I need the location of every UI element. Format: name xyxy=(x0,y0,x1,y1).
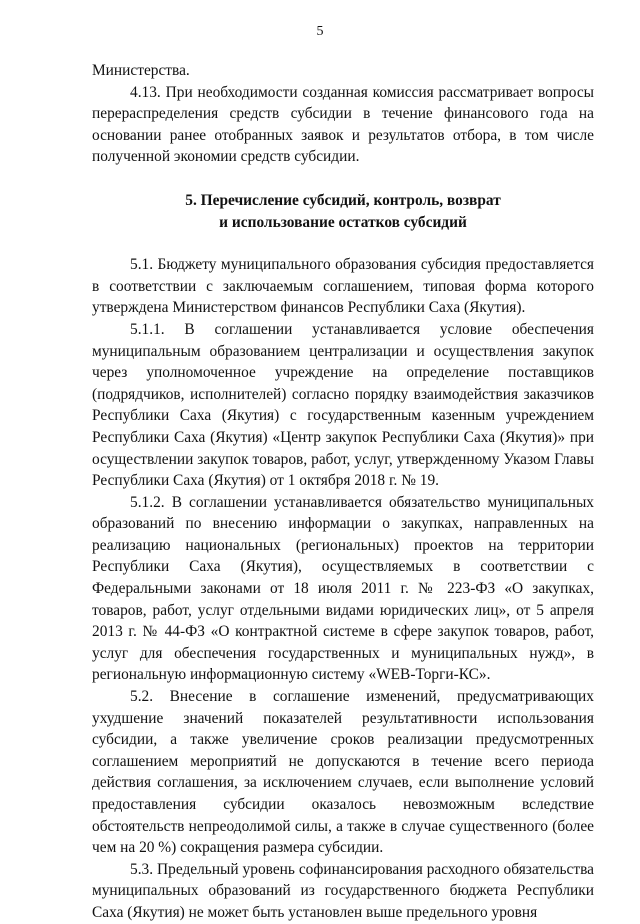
paragraph-5-1-1: 5.1.1. В соглашении устанавливается условие обеспечения муниципальным образованием централизации и осуществления закупок через уполномоченное учреждение на определение поставщиков (подрядчиков, исполнителей) согласно порядку взаимодействия заказчиков Республики Саха (Якутия) с государственным казенным учреждением Республики Саха (Якутия) «Центр закупок Республики Саха (Якутия)» при осуществлении закупок товаров, работ, услуг, утвержденному Указом Главы Республики Саха (Якутия) от 1 октября 2018 г. № 19. xyxy=(92,320,594,490)
paragraph-4-13: 4.13. При необходимости созданная комиссия рассматривает вопросы перераспределения средств субсидии в течение финансового года на основании ранее отобранных заявок и результатов отбора, в том числе полученной экономии средств субсидии. xyxy=(92,83,594,166)
paragraph-5-3: 5.3. Предельный уровень софинансирования расходного обязательства муниципальных образований из государственного бюджета Республики Саха (Якутия) не может быть установлен выше предельного уровня xyxy=(92,860,594,921)
paragraph-5-1: 5.1. Бюджету муниципального образования субсидия предоставляется в соответствии с заключаемым соглашением, типовая форма которого утверждена Министерством финансов Республики Саха (Якутия). xyxy=(92,256,594,317)
paragraph-5-1-2: 5.1.2. В соглашении устанавливается обязательство муниципальных образований по внесению информации о закупках, направленных на реализацию национальных (региональных) проектов на территории Республики Саха (Якутия), осуществляемых в соответствии с Федеральными законами от 18 июля 2011 г. № 223-ФЗ «О закупках, товаров, работ, услуг отдельными видами юридических лиц», от 5 апреля 2013 г. № 44-ФЗ «О контрактной системе в сфере закупок товаров, работ, услуг для обеспечения государственных и муниципальных нужд», в региональную информационную систему «WEB-Торги-КС». xyxy=(92,493,594,684)
paragraph-5-2: 5.2. Внесение в соглашение изменений, предусматривающих ухудшение значений показателей результативности использования субсидии, а также увеличение сроков реализации предусмотренных соглашением мероприятий не допускаются в течение всего периода действия соглашения, за исключением случаев, если выполнение условий предоставления субсидии оказалось невозможным вследствие обстоятельств непреодолимой силы, а также в случае существенного (более чем на 20 %) сокращения размера субсидии. xyxy=(92,688,594,857)
paragraph-continuation: Министерства. xyxy=(92,62,190,79)
page-number: 5 xyxy=(316,24,324,39)
section-heading xyxy=(92,190,594,233)
section-heading-line-2: и использование остатков субсидий xyxy=(219,213,467,231)
document-body xyxy=(92,60,594,924)
section-heading-line-1: 5. Перечисление субсидий, контроль, возврат xyxy=(185,191,501,209)
